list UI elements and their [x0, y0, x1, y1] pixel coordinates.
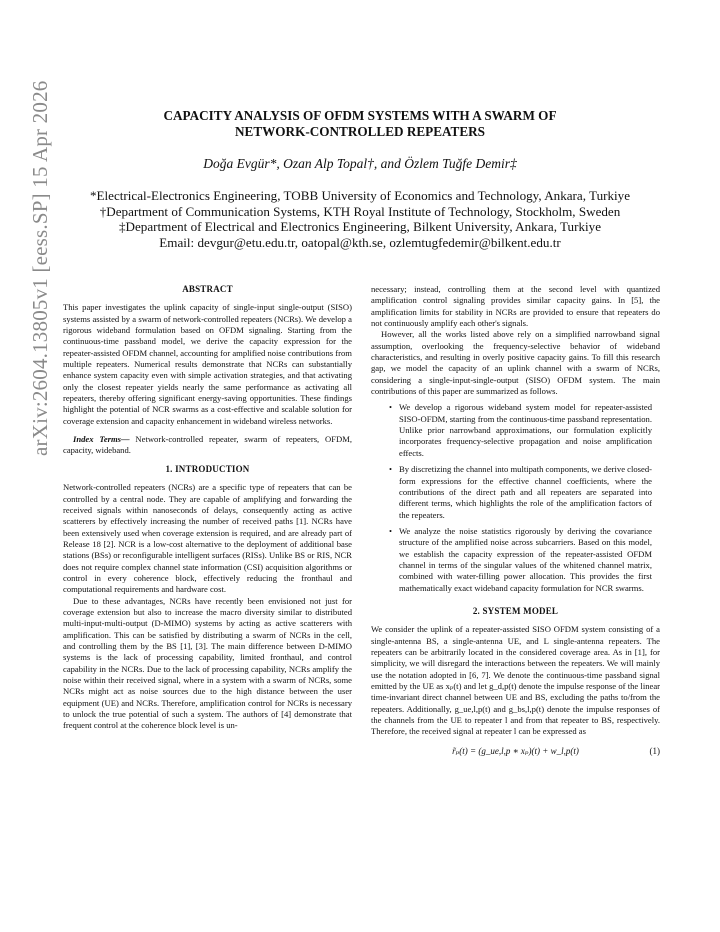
equation-body: r̃ₚ(t) = (g_ue,l,p ∗ xₚ)(t) + w_l,p(t) — [452, 745, 579, 756]
list-item: • We develop a rigorous wideband system model for repeater-assisted SISO-OFDM, starting from the continuous-time passband representation. Unlike prior narrowband approximations, our formulation explicitly incorporates frequency-selective propagation and noise amplification effects. — [399, 402, 660, 459]
title-line-1: CAPACITY ANALYSIS OF OFDM SYSTEMS WITH A SWARM OF — [163, 108, 557, 123]
equation-number: (1) — [649, 745, 660, 756]
introduction-heading: 1. INTRODUCTION — [165, 463, 250, 474]
left-column — [63, 284, 352, 732]
affiliation-kth: †Department of Communication Systems, KTH Royal Institute of Technology, Stockholm, Sweden — [99, 203, 621, 219]
system-model-heading: 2. SYSTEM MODEL — [472, 605, 559, 616]
right-paragraph-1: necessary; instead, controlling them at the second level with quantized amplification control signaling provides similar capacity gains. In [5], the amplification limits for stability in NCRs are provided to ensure that repeaters do not continuously amplify each other's signals. — [371, 284, 660, 329]
contributions-list — [371, 402, 660, 594]
right-column — [371, 284, 660, 762]
paper-title — [0, 108, 720, 140]
right-paragraph-2: However, all the works listed above rely on a simplified narrowband signal assumption, overlooking the frequency-selective behavior of wideband characteristics, and resulting in overly positive capacity gains. To fill this research gap, we model the capacity of an uplink channel with a swarm of NCRs, considering a single-input-single-output (SISO) OFDM system. The main contributions of this paper are summarized as follows. — [371, 329, 660, 397]
affiliations — [0, 188, 720, 250]
index-terms — [63, 434, 352, 457]
equation-1 — [371, 744, 660, 762]
arxiv-id: arXiv:2604.13805v1 [eess.SP] 15 Apr 2026 — [28, 80, 52, 456]
list-item: • We analyze the noise statistics rigorously by deriving the covariance structure of the amplified noise across subcarriers. Based on this model, we establish the capacity expression of the repeater-assisted OFDM channel in terms of the singular values of the whitened channel matrix, combined with water-filling power allocation. This provides the first mathematically exact wideband capacity formulation for NCR swarms. — [399, 526, 660, 594]
list-item: • By discretizing the channel into multipath components, we derive closed-form expressions for the effective channel coefficients, where the contributions of the direct path and all repeaters are separated into different terms, which highlights the role of the amplification factors of the repeaters. — [399, 464, 660, 521]
authors: Doğa Evgür*, Ozan Alp Topal†, and Özlem Tuğfe Demir‡ — [203, 156, 517, 171]
abstract-text: This paper investigates the uplink capacity of single-input single-output (SISO) systems assisted by a swarm of network-controlled repeaters (NCRs). We develop a rigorous wideband formulation based on OFDM signaling. Starting from the continuous-time passband model, we derive the capacity expression for the repeater-assisted OFDM channel, accounting for amplified noise contributions from multiple repeaters. Numerical results demonstrate that NCRs can substantially enhance system capacity even with simple activation strategies, and that activating only the closest repeater yields nearly the same performance as activating all repeaters, thereby offering significant energy-saving opportunities. These findings highlight the potential of NCR swarms as a cost-effective and scalable solution for coverage extension and capacity enhancement in wideband wireless networks. — [63, 302, 352, 426]
affiliation-bilkent: ‡Department of Electrical and Electronics Engineering, Bilkent University, Ankara, Turkiye — [118, 219, 602, 235]
index-terms-label: Index Terms— — [73, 434, 130, 445]
system-model-paragraph: We consider the uplink of a repeater-assisted SISO OFDM system consisting of a single-antenna BS, a single-antenna UE, and L single-antenna repeaters. The repeaters can be arbitrarily located in the considered coverage area. As in [1], for simplicity, we will disregard the interactions between the repeaters. We will mainly use the notation adopted in [6, 7]. We denote the continuous-time passband signal emitted by the UE as xₚ(t) and let g_d,p(t) denote the impulse response of the linear time-invariant direct channel between UE and BS, excluding the paths to/from the repeaters. Additionally, g_ue,l,p(t) and g_bs,l,p(t) denote the impulse responses of the channels from the UE to repeater l and from that repeater to BS, respectively. Therefore, the received signal at repeater l can be expressed as — [371, 624, 660, 737]
abstract-heading: ABSTRACT — [182, 284, 233, 294]
author-emails: Email: devgur@etu.edu.tr, oatopal@kth.se, ozlemtugfedemir@bilkent.edu.tr — [159, 234, 561, 250]
intro-paragraph-1: Network-controlled repeaters (NCRs) are a specific type of repeaters that can be controlled by a central node. They are capable of amplifying and forwarding the received signals within nanoseconds of delays, consequently acting as active scatterers by effectively increasing the number of received paths [1]. NCRs have been extensively used when coverage extension is required, and are already part of Release 18 [2]. NCR is a low-cost alternative to the deployment of additional base stations (BSs) or reconfigurable intelligent surfaces (RISs). Unlike BS or RIS, NCR does not require complex channel state information (CSI) acquisition algorithms or control in every coherence block, effectively reducing the fronthaul and computational requirements and hardware cost. — [63, 482, 352, 595]
affiliation-tobb: *Electrical-Electronics Engineering, TOBB University of Economics and Technology, Ankara, Turkiye — [89, 188, 631, 203]
intro-paragraph-2: Due to these advantages, NCRs have recently been envisioned not just for coverage extension but also to increase the macro diversity similar to distributed multi-input-multi-output (D-MIMO) systems by acting as active scatterers with amplification. This can be satisfied by distributing a swarm of NCRs in the cell, and controlling them by the BS [1], [3]. The main difference between D-MIMO systems is the lack of processing capability, limited fronthaul, and control capability in the NCRs. Due to the lack of processing capability, NCRs amplify the noise within their received signal, where in a system with a swarm of NCRs, some NCRs might act as noise sources due to the high distance between the user equipment (UE) and NCRs. Therefore, amplification control for NCRs is necessary to unlock the true potential of such a system. The authors of [4] demonstrate that frequent control at the coherence block level is un- — [63, 595, 352, 731]
title-line-2: NETWORK-CONTROLLED REPEATERS — [235, 124, 485, 139]
arxiv-watermark — [6, 80, 52, 666]
index-terms-text: Network-controlled repeater, swarm of repeaters, OFDM, capacity, wideband. — [63, 434, 353, 456]
